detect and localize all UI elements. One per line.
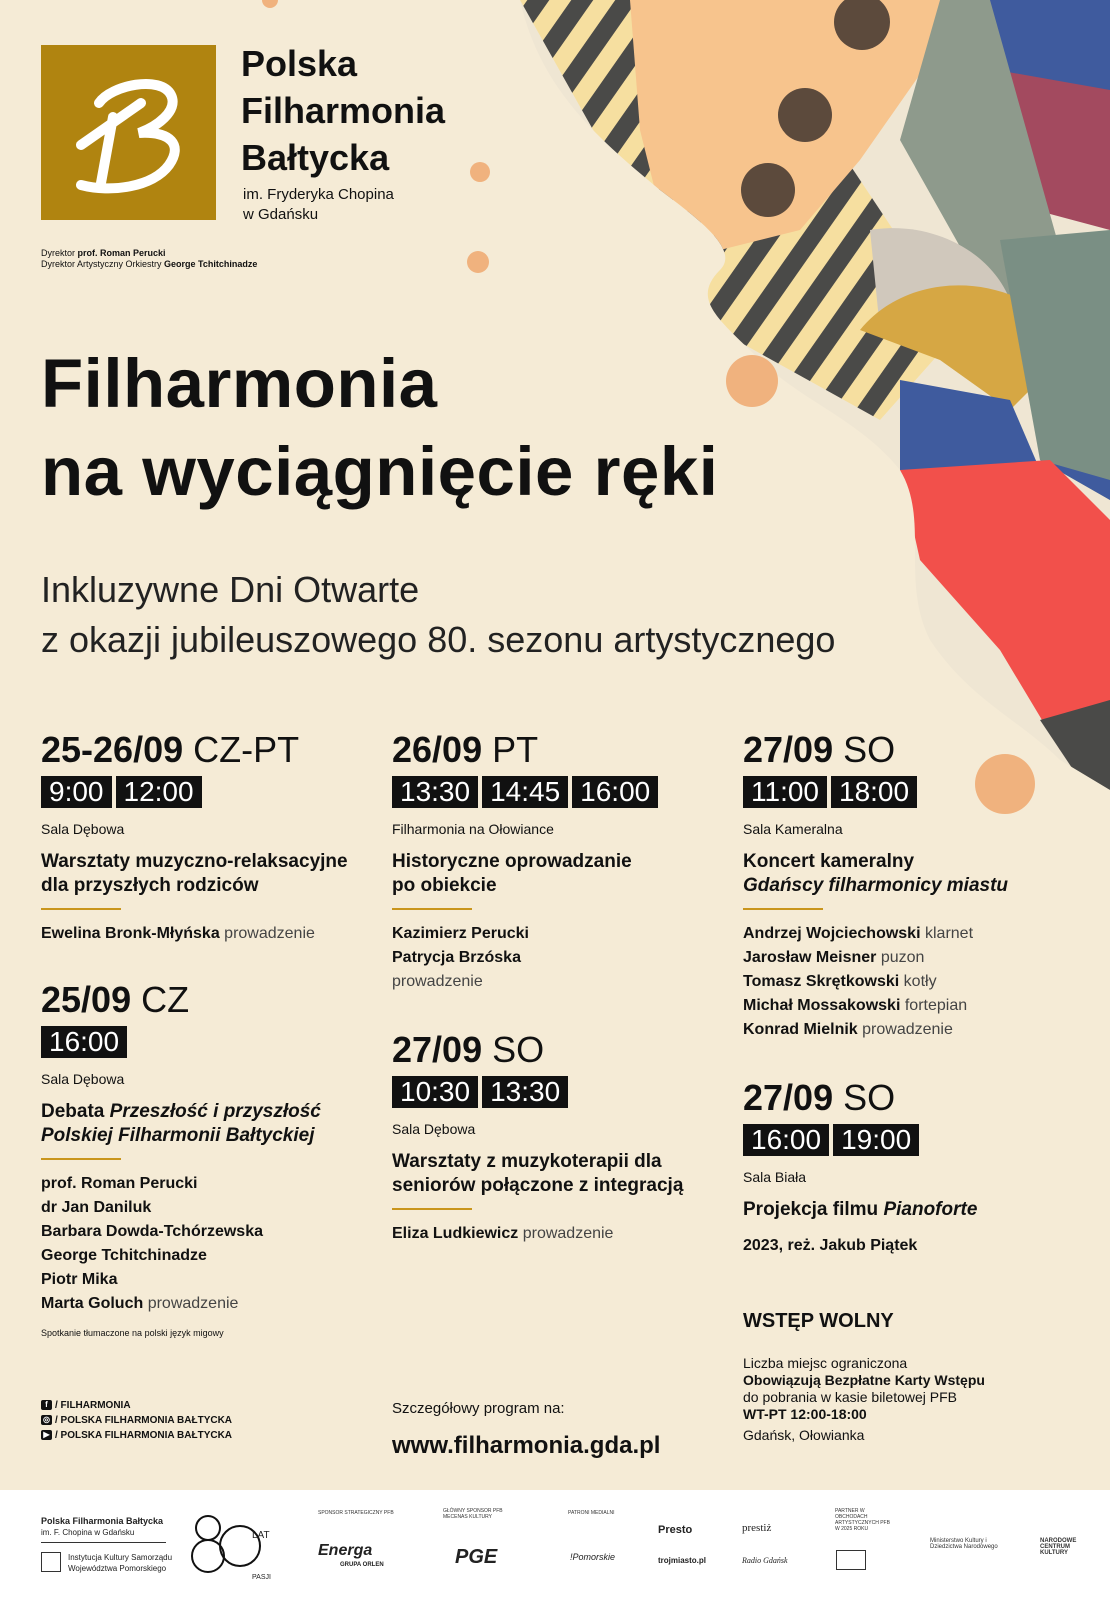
facebook-icon: f [41,1400,52,1410]
brand-line2: Filharmonia [241,90,446,131]
instagram-icon: ◎ [41,1415,52,1425]
subtitle-line2: z okazji jubileuszowego 80. sezonu artystycznego [41,619,836,660]
pasji-label: PASJI [252,1574,271,1581]
event-card [41,980,381,1338]
divider [392,1208,472,1210]
event-card [392,730,732,994]
prestiz-logo: prestiż [742,1522,772,1534]
subtitle-line1: Inkluzywne Dni Otwarte [41,569,420,610]
event-hall: Sala Dębowa [41,1071,125,1087]
partner-label: PARTNER W OBCHODACH ARTYSTYCZNYCH PFB W 2025 ROKU [835,1508,890,1532]
80-years-label: LAT [252,1530,270,1541]
media-patrons-label: PATRONI MEDIALNI [568,1510,615,1516]
divider [743,908,823,910]
entry-info: Liczba miejsc ograniczona Obowiązują Bezpłatne Karty Wstępu do pobrania w kasie biletowej PFB WT-PT 12:00-18:00 Gdańsk, Ołowianka [743,1355,985,1443]
event-people: prof. Roman Perucki dr Jan Daniluk Barbara Dowda-Tchórzewska George Tchitchinadze Piotr Mika Marta Goluch prowadzenie [41,1175,263,1312]
divider [41,1158,121,1160]
event-people: Andrzej Wojciechowski klarnet Jarosław Meisner puzon Tomasz Skrętkowski kotły Michał Mossakowski fortepian Konrad Mielnik prowadzenie [743,925,974,1038]
free-entry-heading: WSTĘP WOLNY [743,1310,894,1332]
energa-sub: GRUPA ORLEN [340,1562,384,1568]
event-date: 27/09 SO [743,1077,896,1118]
brand-name [241,40,445,181]
brand-sub-line2: w Gdańsku [243,206,319,223]
time-badge: 16:00 [41,1026,127,1058]
event-title: Warsztaty z muzykoterapii dla seniorów połączone z integracją [392,1151,684,1196]
time-badge: 16:00 [743,1124,829,1156]
time-badge: 14:45 [482,776,568,808]
youtube-icon: ▶ [41,1430,52,1440]
pomorskie-logo: !Pomorskie [570,1552,616,1562]
event-times [392,776,732,810]
event-title: Historyczne oprowadzanie po obiekcie [392,851,632,896]
footer-org-sub: im. F. Chopina w Gdańsku [41,1528,135,1537]
social-facebook[interactable]: f / FILHARMONIA [41,1398,232,1413]
event-people: Ewelina Bronk-Młyńska prowadzenie [41,925,315,942]
divider [392,908,472,910]
art-director-name: George Tchitchinadze [164,259,258,269]
main-title-line1: Filharmonia [41,345,438,422]
main-title-line2: na wyciągnięcie ręki [41,433,719,510]
event-card [392,1030,732,1246]
time-badge: 10:30 [392,1076,478,1108]
sign-language-note: Spotkanie tłumaczone na polski język migowy [41,1328,224,1338]
pomorskie-crest-icon [41,1552,61,1572]
footer-divider [41,1542,166,1543]
subtitle [41,565,835,665]
event-times [41,1026,381,1060]
social-links [41,1398,232,1443]
time-badge: 12:00 [116,776,202,808]
main-sponsor-label: GŁÓWNY SPONSOR PFB MECENAS KULTURY [443,1508,503,1520]
time-badge: 13:30 [392,776,478,808]
presto-logo: Presto [658,1524,693,1536]
footer-institution: Instytucja Kultury Samorządu Województwa Pomorskiego [68,1553,173,1573]
event-hall: Filharmonia na Ołowiance [392,821,554,837]
brand-line3: Bałtycka [241,137,390,178]
time-badge: 13:30 [482,1076,568,1108]
event-credit: 2023, reż. Jakub Piątek [743,1237,918,1254]
nck-logo: NARODOWE CENTRUM KULTURY [1040,1538,1077,1556]
event-title: Warsztaty muzyczno-relaksacyjne dla przyszłych rodziców [41,851,348,896]
social-youtube[interactable]: ▶ / POLSKA FILHARMONIA BAŁTYCKA [41,1428,232,1443]
divider [41,908,121,910]
time-badge: 18:00 [831,776,917,808]
time-badge: 19:00 [833,1124,919,1156]
fb-monogram-icon [41,45,216,220]
event-hall: Sala Biała [743,1169,807,1185]
social-instagram[interactable]: ◎ / POLSKA FILHARMONIA BAŁTYCKA [43,1415,233,1426]
sponsor-footer [0,1490,1110,1600]
sponsor-label: SPONSOR STRATEGICZNY PFB [318,1510,394,1516]
footer-org-name: Polska Filharmonia Bałtycka [41,1516,164,1526]
brand-line1: Polska [241,43,358,84]
event-card [41,730,381,946]
event-title: Projekcja filmu Pianoforte [743,1199,978,1220]
pge-logo: PGE [455,1546,498,1568]
time-badge: 11:00 [743,776,827,808]
event-date: 25/09 CZ [41,979,190,1020]
event-times [743,776,1073,810]
ministry-logo: Ministerstwo Kultury i Dziedzictwa Narodowego [930,1538,998,1550]
program-label: Szczegółowy program na: [392,1400,565,1417]
80-years-logo [190,1510,280,1580]
event-title: Koncert kameralny Gdańscy filharmonicy miastu [743,851,1009,896]
event-date: 27/09 SO [392,1029,545,1070]
event-people: Kazimierz Perucki Patrycja Brzóska prowadzenie [392,925,529,990]
art-director-label: Dyrektor Artystyczny Orkiestry [41,259,162,269]
event-hall: Sala Dębowa [392,1121,476,1137]
director-label: Dyrektor [41,248,76,258]
event-hall: Sala Kameralna [743,821,843,837]
event-card [743,730,1073,1042]
director-name: prof. Roman Perucki [77,248,166,258]
trojmiasto-logo: trojmiasto.pl [658,1556,707,1565]
event-title: Debata Przeszłość i przyszłość Polskiej Filharmonii Bałtyckiej [41,1101,321,1146]
event-date: 25-26/09 CZ-PT [41,729,300,770]
event-date: 26/09 PT [392,729,539,770]
brand-subtitle [243,185,394,225]
event-times [743,1124,1073,1158]
event-card [743,1078,1073,1258]
partner-logo [836,1550,866,1570]
time-badge: 16:00 [572,776,658,808]
website-link[interactable]: www.filharmonia.gda.pl [392,1432,661,1459]
event-date: 27/09 SO [743,729,896,770]
directors-credit [41,248,257,270]
event-times [41,776,381,810]
main-title [41,340,718,516]
event-hall: Sala Dębowa [41,821,125,837]
time-badge: 9:00 [41,776,112,808]
event-times [392,1076,732,1110]
pfb-logo [41,45,216,220]
energa-logo: Energa [318,1542,373,1559]
brand-sub-line1: im. Fryderyka Chopina [243,186,394,203]
event-people: Eliza Ludkiewicz prowadzenie [392,1225,614,1242]
radio-gdansk-logo: Radio Gdańsk [742,1556,788,1565]
